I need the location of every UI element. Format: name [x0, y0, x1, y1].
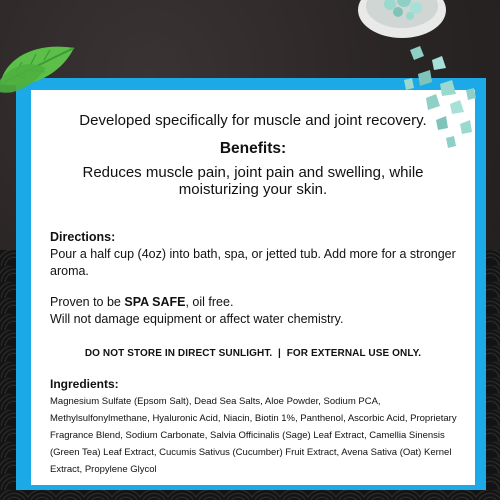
spa-safe-prefix: Proven to be — [50, 295, 125, 309]
benefits-text: Reduces muscle pain, joint pain and swelling, while moisturizing your skin. — [82, 164, 424, 198]
spa-safe-section — [50, 294, 460, 328]
directions-heading: Directions: — [50, 230, 116, 244]
directions-section — [50, 229, 460, 280]
ingredients-heading: Ingredients: — [50, 377, 119, 391]
spa-safe-suffix: , oil free. — [185, 295, 234, 309]
spa-safe-bold: SPA SAFE — [124, 295, 186, 309]
directions-text: Pour a half cup (4oz) into bath, spa, or jetted tub. Add more for a stronger aroma. — [50, 247, 456, 278]
benefits-heading: Benefits: — [219, 140, 287, 157]
spa-safe-line — [50, 294, 460, 311]
ingredients-text: Magnesium Sulfate (Epsom Salt), Dead Sea Salts, Aloe Powder, Sodium PCA, Methylsulfonylmethane, Hyaluronic Acid, Niacin, Biotin 1%, Panthenol, Ascorbic Acid, Proprietary Fragrance Blend, Sodium Carbonate, Salvia Officinalis (Sage) Leaf Extract, Camellia Sinensis (Green Tea) Leaf Extract, Cucumis Sativus (Cucumber) Fruit Extract, Avena Sativa (Oat) Kernel Extract, Propylene Glycol — [50, 396, 457, 475]
spa-safe-line2: Will not damage equipment or affect water chemistry. — [50, 312, 344, 326]
intro-text: Developed specifically for muscle and joint recovery. — [79, 112, 427, 129]
warning-text: DO NOT STORE IN DIRECT SUNLIGHT. | FOR EXTERNAL USE ONLY. — [84, 348, 422, 359]
salt-bowl-icon — [354, 0, 450, 40]
salt-crystals-icon — [380, 40, 500, 160]
mint-leaf-icon — [0, 28, 106, 108]
